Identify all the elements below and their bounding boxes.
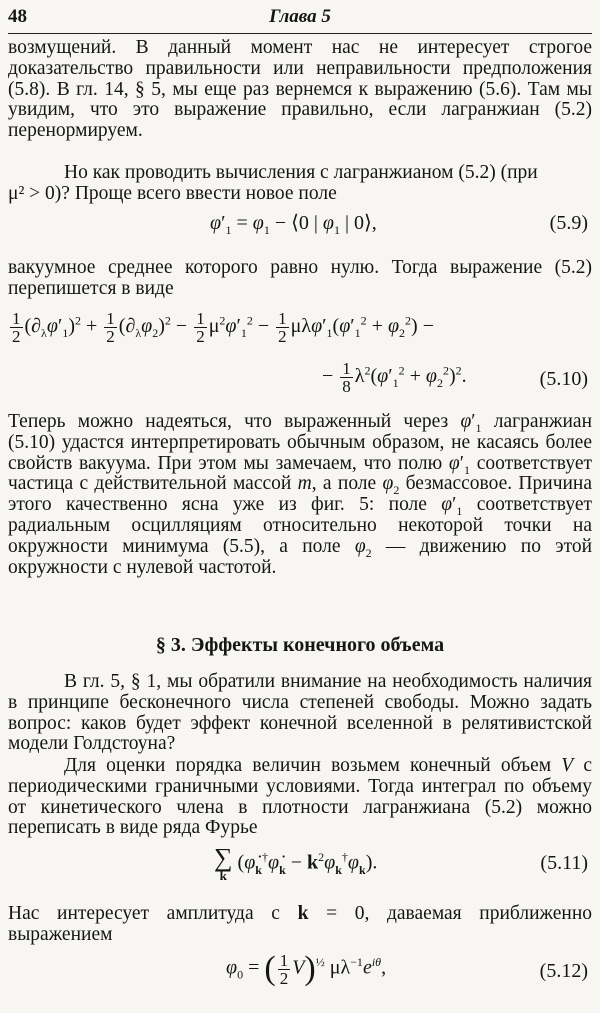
paragraph-6: Для оценки порядка величин возьмем конечный объем V с периодическими граничными условиями. Тогда интеграл по объему от кинетического члена в плотности лагранжиана (5.2) можно переписать в виде ряда Фурье <box>8 755 593 839</box>
equation-5-9: $\varphi'_1 = \varphi_1$ − ⟨0 | $\varphi_1$ | 0⟩, <box>210 212 377 237</box>
equation-5-12: $\varphi_0$ = ( $\frac{1}{2}$ V)$^{\frac{1}{2}}$ $\mu\lambda^{-1}e^{i\theta}$, <box>226 950 387 988</box>
header-rule <box>8 33 592 34</box>
equation-number-5-12: (5.12) <box>539 960 588 982</box>
paragraph-7: Нас интересует амплитуда с k = 0, даваемая приближенно выражением <box>8 903 593 945</box>
equation-number-5-9: (5.9) <box>549 212 588 234</box>
equation-5-11: ∑ k $(\varphi̇_k^\dagger\varphi̇_k - k^2\varphi_k^\dagger\varphi_k)$. <box>214 843 378 883</box>
chapter-title: Глава 5 <box>269 6 331 27</box>
equation-number-5-10: (5.10) <box>539 368 588 390</box>
paragraph-3: вакуумное среднее которого равно нулю. Тогда выражение (5.2) перепишется в виде <box>8 257 592 299</box>
paragraph-2: Но как проводить вычисления с лагранжианом (5.2) (при μ² > 0)? Проще всего ввести новое поле <box>8 162 538 204</box>
equation-number-5-11: (5.11) <box>540 852 588 874</box>
paragraph-5: В гл. 5, § 1, мы обратили внимание на необходимость наличия в принципе бесконечного числа степеней свободы. Можно задать вопрос: каков будет эффект конечной вселенной в релятивистской модели Голдстоуна? <box>8 671 592 755</box>
running-header <box>8 4 592 32</box>
page-number: 48 <box>8 6 27 27</box>
equation-5-10-line1: $\frac{1}{2}$ $(\partial_\lambda\varphi'_1)^2$ + $\frac{1}{2}$ $(\partial_\lambda\varphi_2)^2$ − $\frac{1}{2}$ $\mu^2\varphi'_1^2$ − $\frac{1}{2}$ $\mu\lambda\varphi'_1(\varphi'_1^2 + \varphi_2^2)$ − <box>12 309 434 346</box>
equation-5-10-line2: − $\frac{1}{8}$ $\lambda^2(\varphi'_1^2 + \varphi_2^2)^2$. <box>322 359 467 396</box>
paragraph-4: Теперь можно надеяться, что выраженный через $\varphi'_1$ лагранжиан (5.10) удастся интерпретировать обычным образом, не касаясь более свойств вакуума. При этом мы замечаем, что полю $\varphi'_1$ соответствует частица с действительной массой m, а поле $\varphi_2$ безмассовое. Причина этого качественно ясна уже из фиг. 5: поле $\varphi'_1$ соответствует радиальным осцилляциям относительно некоторой точки на окружности минимума (5.5), а поле $\varphi_2$ — движению по этой окружности с нулевой частотой. <box>8 411 593 578</box>
paragraph-1: возмущений. В данный момент нас не интересует строгое доказательство правильности или неправильности предположения (5.8). В гл. 14, § 5, мы еще раз вернемся к выражению (5.6). Там мы увидим, что это выражение правильно, если лагранжиан (5.2) перенормируем. <box>8 37 592 142</box>
section-heading: § 3. Эффекты конечного объема <box>155 634 445 656</box>
